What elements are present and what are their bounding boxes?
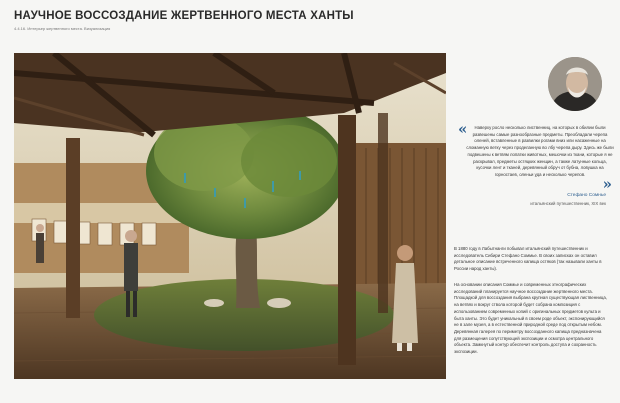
quote-block: [454, 120, 614, 193]
quote-close-mark: »: [602, 175, 612, 193]
page-title: НАУЧНОЕ ВОССОЗДАНИЕ ЖЕРТВЕННОГО МЕСТА ХАНТЫ: [14, 10, 354, 22]
quote-text: Наверху росло несколько лиственниц, на которых в обилии были развешены самые разнообразные предметы. Преобладали черепа оленей, вставленные в развилки рогами вниз или насаженные на сломанную ветку через проделанную во лбу черепа дыру. Здесь же были подвешены к ветвям лопатки животных, мешочки из ткани, которые я не раскрывал, предметы остяцких женщин, а также латунные кольца, кусочки лент и тканей, деревянный обруч от бубна, ловушка на горностаев, оленьи уда и несколько черепов.: [466, 125, 614, 177]
visualization-image: [14, 53, 446, 379]
author-portrait: [548, 57, 602, 111]
quote-author-role: итальянский путешественник, XIX век: [530, 201, 606, 206]
figure-caption: 4.4.16. Интерьер жертвенного места. Визуализация: [14, 26, 111, 31]
quote-open-mark: «: [458, 120, 468, 138]
history-paragraph: В 1880 году в Лабытнанги побывал итальянский путешественник и исследователь Сибири Стефано Соммье. В своих записках он оставил детальное описание встреченного капища остяков (так называли ханты в России народ ханты).: [454, 246, 602, 272]
project-paragraph: На основании описания Соммье и современных этнографических исследований планируется научное воссоздание жертвенного места. Площадкой для воссоздания выбрана крупная существующая лиственница, на ветвях и вокруг ствола которой будет собрана композиция с использованием современных копий с оригинальных предметов культа и быта ханты. Это будет уникальный в своем роде объект, экспонирующийся не в зале музея, а в естественной природной среде под открытым небом. Деревянная галерея по периметру воссозданного капища предназначена для размещения сопутствующей экспозиции и осмотра центрального объекта. Замкнутый контур обеспечит контроль доступа и сохранность экспозиции.: [454, 282, 607, 355]
quote-author: Стефано Сомнье: [567, 193, 606, 198]
